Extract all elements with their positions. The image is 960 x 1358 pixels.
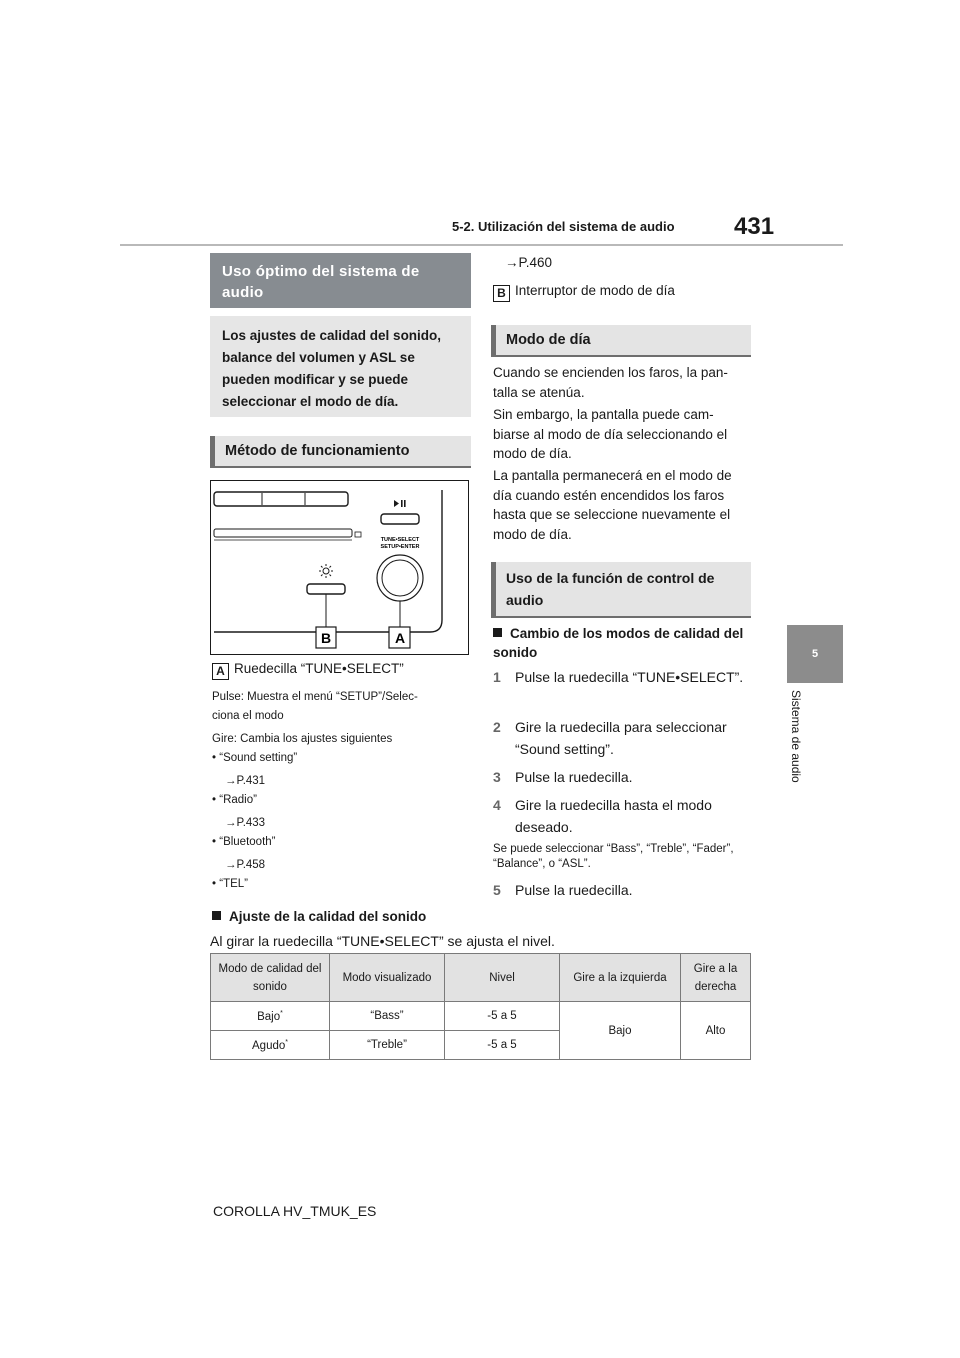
day-paragraph-1: Cuando se encienden los faros, la pan- talla se atenúa.	[493, 365, 728, 400]
footnote-mark: *	[285, 1038, 288, 1046]
footnote-mark: *	[280, 1009, 283, 1017]
knob-label-tune: TUNE•SELECT	[380, 537, 420, 543]
day-paragraph-3: La pantalla permanecerá en el modo de día cuando estén encendidos los faros hasta que se seleccione nuevamente el modo de día.	[493, 468, 732, 542]
heading-metodo: Método de funcionamiento	[210, 436, 471, 468]
push-text-1: Pulse: Muestra el menú “SETUP”/Selec-	[212, 691, 418, 703]
step-number: 5	[493, 882, 501, 898]
chapter-tab: 5	[787, 625, 843, 683]
table-header-cell: Gire a la derecha	[681, 954, 751, 1002]
step-note: Se puede seleccionar “Bass”, “Treble”, “Fader”, “Balance”, o “ASL”.	[493, 843, 734, 870]
step-1	[493, 666, 751, 688]
table-header-cell: Nivel	[445, 954, 560, 1002]
bullet-radio: • “Radio”	[212, 794, 257, 806]
table-header-cell: Modo de calidad del sonido	[211, 954, 330, 1002]
step-3	[493, 766, 751, 788]
callout-a-text: Ruedecilla “TUNE•SELECT”	[234, 661, 404, 676]
step-number: 3	[493, 769, 501, 785]
ref-p458[interactable]: →P.458	[225, 859, 266, 871]
table-cell-level: -5 a 5	[445, 1031, 560, 1060]
bullet-label: “Bluetooth”	[219, 836, 276, 848]
table-cell-display: “Bass”	[330, 1002, 445, 1031]
step-text: Gire la ruedecilla hasta el modo deseado.	[515, 797, 712, 835]
sub-heading-text: Ajuste de la calidad del sonido	[229, 909, 427, 924]
turn-text: Gire: Cambia los ajustes siguientes	[212, 733, 393, 745]
bullet-bluetooth: • “Bluetooth”	[212, 836, 276, 848]
ref-p433[interactable]: →P.433	[225, 817, 266, 829]
table-cell-mode	[211, 1031, 330, 1060]
header-divider	[120, 244, 843, 246]
chapter-label: Sistema de audio	[789, 690, 803, 783]
step-text: Pulse la ruedecilla “TUNE•SELECT”.	[515, 669, 744, 685]
heading-modo-dia: Modo de día	[491, 325, 751, 357]
step-number: 2	[493, 719, 501, 735]
table-header-cell: Modo visualizado	[330, 954, 445, 1002]
section-title: 5-2. Utilización del sistema de audio	[452, 219, 675, 234]
callout-a-marker: A	[394, 630, 406, 646]
step-2	[493, 716, 751, 760]
heading-uso-optimo: Uso óptimo del sistema de audio	[210, 253, 471, 308]
step-number: 1	[493, 669, 501, 685]
ref-p460[interactable]: →P.460	[505, 255, 553, 270]
callout-b-line	[493, 282, 753, 302]
mode-text: Bajo	[257, 1010, 281, 1023]
bullet-label: “Radio”	[219, 794, 257, 806]
sub-heading-ajuste	[212, 909, 426, 924]
bullet-label: “TEL”	[219, 878, 248, 890]
callout-b-text: Interruptor de modo de día	[515, 283, 675, 298]
callout-b-box: B	[493, 285, 510, 302]
sub-heading-text: Cambio de los modos de calidad del sonido	[493, 626, 744, 660]
square-bullet-icon	[212, 911, 221, 920]
table-row	[211, 1002, 751, 1031]
knob-label-setup: SETUP•ENTER	[380, 544, 420, 550]
table-header-cell: Gire a la izquierda	[560, 954, 681, 1002]
sub-heading-cambio	[493, 624, 751, 662]
footer-model: COROLLA HV_TMUK_ES	[213, 1203, 377, 1219]
step-5	[493, 879, 751, 901]
callout-a-box: A	[212, 663, 229, 680]
step-4	[493, 794, 751, 838]
step-text: Pulse la ruedecilla.	[515, 882, 633, 898]
table-cell-left: Bajo	[560, 1002, 681, 1060]
page-number: 431	[734, 213, 775, 240]
step-number: 4	[493, 797, 501, 813]
bullet-sound-setting: • “Sound setting”	[212, 752, 298, 764]
table-header-row	[211, 954, 751, 1002]
table-cell-mode	[211, 1002, 330, 1031]
table-cell-level: -5 a 5	[445, 1002, 560, 1031]
sound-quality-table	[210, 953, 751, 1060]
bullet-tel: • “TEL”	[212, 878, 248, 890]
bullet-label: “Sound setting”	[219, 752, 298, 764]
square-bullet-icon	[493, 628, 502, 637]
mode-text: Agudo	[252, 1039, 286, 1052]
ref-p431[interactable]: →P.431	[225, 775, 266, 787]
step-text: Gire la ruedecilla para seleccionar “Sound setting”.	[515, 719, 727, 757]
audio-panel-illustration	[210, 480, 469, 655]
step-text: Pulse la ruedecilla.	[515, 769, 633, 785]
callout-b-marker: B	[320, 630, 332, 646]
heading-control-audio: Uso de la función de control de audio	[491, 562, 751, 618]
callout-a-line	[212, 660, 472, 680]
intro-box: Los ajustes de calidad del sonido, balance del volumen y ASL se pueden modificar y se puede seleccionar el modo de día.	[210, 316, 471, 417]
table-cell-right: Alto	[681, 1002, 751, 1060]
quality-text: Al girar la ruedecilla “TUNE•SELECT” se ajusta el nivel.	[210, 933, 555, 949]
day-paragraph-2: Sin embargo, la pantalla puede cam- biarse al modo de día seleccionando el modo de día.	[493, 407, 728, 461]
push-text-2: ciona el modo	[212, 710, 284, 722]
table-cell-display: “Treble”	[330, 1031, 445, 1060]
